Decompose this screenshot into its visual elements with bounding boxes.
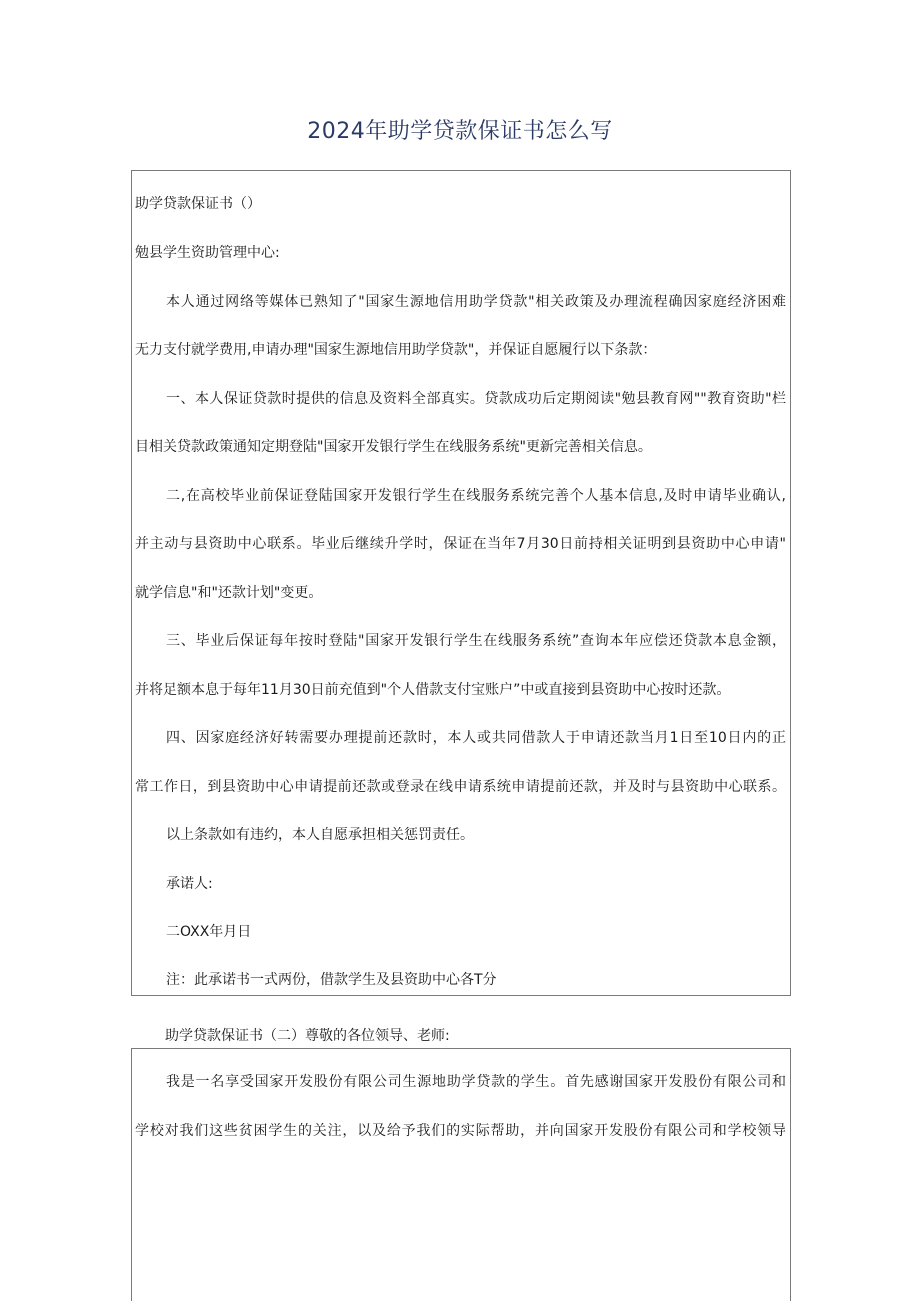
letter-one-heading: 助学贷款保证书（） (135, 196, 261, 212)
closing-statement: 以上条款如有违约，本人自愿承担相关惩罚责任。 (166, 827, 474, 843)
clause-2-line-2: 并主动与县资助中心联系。毕业后继续升学时，保证在当年7月30日前持相关证明到县资助中心申请" (135, 536, 786, 552)
signer-label: 承诺人: (166, 876, 213, 892)
letter-one-frame (131, 170, 791, 996)
letter-two-frame (131, 1048, 791, 1301)
clause-4-line-1: 四、因家庭经济好转需要办理提前还款时，本人或共同借款人于申请还款当月1日至10日内的正 (166, 730, 786, 746)
copies-note: 注：此承诺书一式两份，借款学生及县资助中心各T分 (166, 972, 497, 988)
clause-1-line-1: 一、本人保证贷款时提供的信息及资料全部真实。贷款成功后定期阅读"勉县教育网""教育资助"栏 (166, 391, 786, 407)
clause-1-line-2: 目相关贷款政策通知定期登陆"国家开发银行学生在线服务系统"更新完善相关信息。 (135, 439, 652, 455)
page-title: 2024年助学贷款保证书怎么写 (307, 119, 613, 144)
letter-one-addressee: 勉县学生资助管理中心: (135, 245, 280, 261)
clause-2-line-1: 二,在高校毕业前保证登陆国家开发银行学生在线服务系统完善个人基本信息,及时申请毕业确认, (166, 488, 786, 504)
clause-4-line-2: 常工作日，到县资助中心申请提前还款或登录在线申请系统申请提前还款，并及时与县资助中心联系。 (135, 779, 786, 795)
intro-paragraph-line-2: 无力支付就学费用,申请办理"国家生源地信用助学贷款"，并保证自愿履行以下条款： (135, 342, 657, 358)
intro-paragraph-line-1: 本人通过网络等媒体已熟知了"国家生源地信用助学贷款"相关政策及办理流程确因家庭经济困难 (166, 294, 786, 310)
letter-two-heading: 助学贷款保证书（二）尊敬的各位领导、老师: (165, 1028, 450, 1044)
clause-2-line-3: 就学信息"和"还款计划"变更。 (135, 585, 323, 601)
signature-date: 二OXX年月日 (166, 924, 252, 940)
letter-two-line-1: 我是一名享受国家开发股份有限公司生源地助学贷款的学生。首先感谢国家开发股份有限公司和 (166, 1074, 786, 1090)
letter-two-line-2: 学校对我们这些贫困学生的关注，以及给予我们的实际帮助，并向国家开发股份有限公司和学校领导 (135, 1123, 786, 1139)
clause-3-line-1: 三、毕业后保证每年按时登陆"国家开发银行学生在线服务系统”查询本年应偿还贷款本息金额， (166, 633, 786, 649)
clause-3-line-2: 并将足额本息于每年11月30日前充值到"个人借款支付宝账户”中或直接到县资助中心按时还款。 (135, 682, 731, 698)
